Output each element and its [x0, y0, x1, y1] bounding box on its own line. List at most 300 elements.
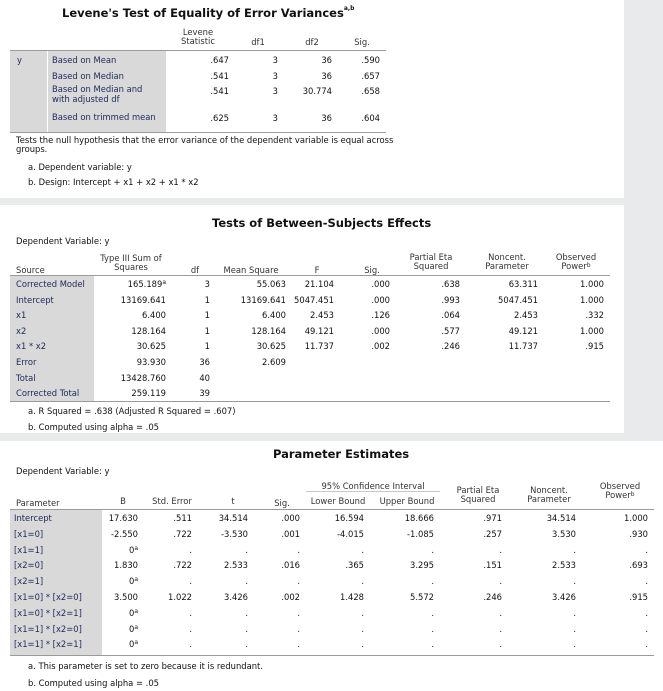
params-value: . [499, 607, 502, 618]
params-value: 18.666 [404, 513, 434, 523]
params-value: 16.594 [334, 513, 364, 523]
params-cell [450, 576, 502, 586]
tbse-source: Intercept [16, 294, 54, 305]
tbse-value: .126 [371, 310, 390, 321]
params-value: 1.428 [340, 592, 364, 602]
tbse-cell [352, 279, 390, 289]
params-value: 0 [128, 639, 135, 650]
levene-cell: 30.774 [302, 86, 332, 96]
params-cell [450, 592, 502, 602]
tbse-col-ss: Type III Sum of Squares [100, 253, 162, 272]
params-value: 3.500 [114, 592, 138, 602]
params-value: . [431, 639, 434, 650]
params-value: .000 [281, 513, 300, 523]
params-cell [262, 639, 300, 649]
tbse-value: 13169.641 [240, 294, 286, 305]
tbse-cell [96, 326, 166, 336]
params-value: . [245, 607, 248, 618]
tbse-cell [290, 326, 334, 336]
tbse-value: 55.063 [256, 279, 286, 289]
params-parameter: [x1=0] * [x2=0] [14, 592, 82, 602]
levene-col-sig: Sig. [354, 37, 370, 47]
tbse-col-nc: Noncent. Parameter [485, 252, 529, 271]
levene-dep-label: y [17, 55, 22, 65]
params-value: 3.295 [410, 560, 434, 571]
params-value: 0 [128, 576, 135, 587]
params-cell [262, 576, 300, 586]
levene-cell: 3 [272, 86, 278, 96]
params-cell [146, 608, 192, 618]
params-cell [146, 592, 192, 602]
tbse-value: 128.164 [131, 325, 166, 336]
tbse-cell [352, 341, 390, 351]
footnote-marker: a [134, 607, 138, 615]
params-cell [206, 560, 248, 570]
params-cell [592, 545, 648, 555]
params-value: . [645, 639, 648, 650]
tbse-cell [96, 279, 166, 289]
params-cell [146, 560, 192, 570]
tbse-cell [352, 326, 390, 336]
params-value: -2.550 [111, 528, 138, 539]
tbse-cell [352, 310, 390, 320]
levene-row-label: Based on Median [52, 71, 124, 81]
tbse-value: 93.930 [136, 357, 166, 367]
params-cell [262, 608, 300, 618]
params-footnote: a. This parameter is set to zero because it is redundant. [28, 661, 263, 671]
params-cell [592, 639, 648, 649]
params-parameter: [x2=1] [14, 576, 44, 587]
levene-row-label: Based on Mean [52, 55, 117, 65]
params-cell [374, 529, 434, 539]
levene-cell: 36 [321, 55, 332, 65]
tbse-value: 11.737 [304, 341, 334, 352]
tbse-value: 49.121 [304, 325, 334, 336]
tbse-cell [214, 310, 286, 320]
levene-cell: 3 [272, 113, 278, 123]
tbse-cell [476, 279, 538, 289]
levene-col-df1: df1 [251, 37, 265, 47]
tbse-cell [96, 295, 166, 305]
tbse-value: .638 [441, 279, 460, 289]
params-cell [306, 576, 364, 586]
tbse-value: 30.625 [256, 341, 286, 352]
params-value: . [645, 576, 648, 587]
params-col-power: Observed Power$^b$ [599, 481, 641, 500]
params-value: . [245, 639, 248, 650]
params-value: 17.630 [108, 513, 138, 523]
params-value: . [297, 576, 300, 587]
params-value: . [645, 544, 648, 555]
params-value: . [431, 623, 434, 634]
tbse-cell [180, 279, 210, 289]
levene-title: Levene's Test of Equality of Error Variances$^{a,b}$ [62, 5, 355, 20]
tbse-cell [96, 341, 166, 351]
tbse-cell [214, 279, 286, 289]
tbse-value: 1 [204, 325, 210, 336]
tbse-source: x1 * x2 [16, 341, 47, 352]
tbse-value: 3 [204, 279, 210, 289]
params-cell [518, 529, 576, 539]
params-value: 0 [128, 607, 135, 618]
footnote-marker: a [162, 279, 166, 286]
tbse-source: Error [16, 357, 37, 367]
params-cell [306, 639, 364, 649]
tbse-cell [402, 341, 460, 351]
params-value: . [431, 544, 434, 555]
tbse-source: Corrected Model [16, 279, 85, 289]
params-value: . [499, 623, 502, 634]
levene-cell: 3 [272, 55, 278, 65]
params-value: 1.022 [168, 592, 192, 602]
params-cell [518, 560, 576, 570]
tbse-cell [180, 373, 210, 383]
tbse-value: 1 [204, 310, 210, 321]
params-cell [104, 624, 138, 634]
tbse-col-eta: Partial Eta Squared [409, 252, 453, 271]
params-cell [306, 545, 364, 555]
tbse-cell [180, 295, 210, 305]
params-cell [104, 560, 138, 570]
params-value: . [573, 639, 576, 650]
params-cell [262, 560, 300, 570]
tbse-value: 13169.641 [120, 294, 166, 305]
tbse-col-ms: Mean Square [223, 265, 279, 275]
params-value: .915 [629, 592, 648, 602]
params-cell [374, 624, 434, 634]
params-value: . [189, 607, 192, 618]
tbse-footnote: a. R Squared = .638 (Adjusted R Squared = .607) [28, 406, 236, 416]
params-value: . [361, 607, 364, 618]
tbse-footnote: b. Computed using alpha = .05 [28, 422, 159, 432]
tbse-source: Total [16, 372, 36, 383]
levene-panel [0, 0, 624, 198]
params-value: 34.514 [546, 513, 576, 523]
params-value: . [573, 607, 576, 618]
params-cell [104, 513, 138, 523]
panel-gap [0, 198, 663, 205]
params-parameter: [x1=0] * [x2=1] [14, 607, 82, 618]
params-cell [262, 624, 300, 634]
params-cell [206, 592, 248, 602]
params-value: . [297, 623, 300, 634]
params-cell [206, 624, 248, 634]
footnote-marker: a [134, 623, 138, 631]
params-value: 3.530 [552, 528, 576, 539]
tbse-value: .002 [371, 341, 390, 352]
tbse-cell [96, 373, 166, 383]
params-value: . [297, 607, 300, 618]
levene-col-df2: df2 [305, 37, 319, 47]
params-value: . [189, 544, 192, 555]
params-cell [206, 545, 248, 555]
tbse-value: 49.121 [508, 325, 538, 336]
tbse-source: Corrected Total [16, 388, 80, 399]
params-cell [262, 513, 300, 523]
params-value: .511 [173, 513, 192, 523]
params-value: . [297, 639, 300, 650]
tbse-source: x2 [16, 325, 27, 336]
tbse-value: 1.000 [580, 279, 604, 289]
params-value: . [189, 623, 192, 634]
params-value: . [573, 623, 576, 634]
params-col-b: B [120, 496, 126, 506]
tbse-title: Tests of Between-Subjects Effects [212, 216, 432, 230]
params-cell [146, 639, 192, 649]
params-cell [374, 608, 434, 618]
params-value: .930 [629, 528, 648, 539]
footnote-marker: a [134, 639, 138, 647]
params-value: . [361, 544, 364, 555]
tbse-cell [290, 341, 334, 351]
tbse-value: 63.311 [508, 279, 538, 289]
params-cell [306, 608, 364, 618]
params-cell [306, 592, 364, 602]
params-value: . [431, 576, 434, 587]
tbse-source: x1 [16, 310, 27, 321]
params-cell [374, 560, 434, 570]
params-col-parameter: Parameter [16, 498, 60, 508]
levene-row-label: Based on Median and with adjusted df [52, 84, 143, 104]
tbse-cell [290, 295, 334, 305]
params-cell [104, 639, 138, 649]
params-cell [592, 513, 648, 523]
tbse-value: .064 [441, 310, 460, 321]
params-cell [450, 560, 502, 570]
tbse-value: .993 [441, 294, 460, 305]
params-value: . [361, 623, 364, 634]
params-value: . [297, 544, 300, 555]
params-cell [104, 608, 138, 618]
tbse-value: 39 [199, 388, 210, 399]
tbse-cell [476, 310, 538, 320]
params-value: .001 [281, 528, 300, 539]
tbse-cell [352, 295, 390, 305]
levene-cell: .604 [361, 113, 380, 123]
params-value: . [245, 544, 248, 555]
tbse-value: 13428.760 [120, 372, 166, 383]
params-panel [0, 441, 663, 691]
tbse-cell [180, 326, 210, 336]
params-cell [592, 560, 648, 570]
params-value: . [431, 607, 434, 618]
tbse-value: 36 [199, 357, 210, 367]
params-value: -1.085 [407, 528, 434, 539]
tbse-col-f: F [314, 265, 320, 275]
tbse-value: 128.164 [251, 325, 286, 336]
tbse-value: 2.453 [310, 310, 334, 321]
tbse-cell [180, 357, 210, 367]
params-value: . [645, 607, 648, 618]
params-ci-header: 95% Confidence Interval [321, 481, 425, 491]
params-cell [104, 545, 138, 555]
levene-cell: .541 [210, 71, 229, 81]
params-parameter: [x1=1] [14, 544, 44, 555]
tbse-col-df: df [190, 265, 200, 275]
params-value: 0 [128, 623, 135, 634]
tbse-cell [552, 326, 604, 336]
params-cell [450, 624, 502, 634]
params-value: . [361, 639, 364, 650]
params-parameter: [x2=0] [14, 560, 44, 571]
levene-cell: .625 [210, 113, 229, 123]
tbse-cell [552, 279, 604, 289]
params-cell [450, 513, 502, 523]
levene-cell: 36 [321, 113, 332, 123]
levene-cell: 36 [321, 71, 332, 81]
params-value: . [245, 576, 248, 587]
levene-cell: .541 [210, 86, 229, 96]
params-cell [262, 529, 300, 539]
params-value: . [499, 639, 502, 650]
footnote-marker: a [134, 544, 138, 552]
params-parameter: Intercept [14, 513, 52, 523]
params-cell [518, 592, 576, 602]
params-value: . [499, 576, 502, 587]
tbse-cell [214, 341, 286, 351]
params-cell [374, 513, 434, 523]
params-col-upper: Upper Bound [379, 496, 435, 506]
tbse-value: .915 [585, 341, 604, 352]
params-value: 2.533 [552, 560, 576, 571]
params-col-t: t [231, 496, 235, 506]
params-cell [146, 513, 192, 523]
params-col-sig: Sig. [274, 498, 290, 508]
tbse-cell [180, 388, 210, 398]
tbse-cell [476, 341, 538, 351]
params-cell [306, 624, 364, 634]
params-value: .722 [173, 560, 192, 571]
params-cell [104, 576, 138, 586]
params-parameter: [x1=0] [14, 528, 44, 539]
params-value: -3.530 [221, 528, 248, 539]
levene-cell: .657 [361, 71, 380, 81]
params-value: . [361, 576, 364, 587]
levene-note: Tests the null hypothesis that the error variance of the dependent variable is equal across groups. [16, 135, 394, 154]
tbse-value: 21.104 [304, 279, 334, 289]
params-cell [518, 513, 576, 523]
params-value: .246 [483, 592, 502, 602]
tbse-value: 1 [204, 341, 210, 352]
params-cell [146, 624, 192, 634]
params-cell [104, 592, 138, 602]
tbse-cell [402, 326, 460, 336]
params-cell [518, 545, 576, 555]
params-value: 1.830 [114, 560, 138, 571]
params-cell [262, 545, 300, 555]
params-value: .722 [173, 528, 192, 539]
tbse-cell [96, 388, 166, 398]
panel-gap [0, 433, 663, 441]
tbse-cell [402, 310, 460, 320]
tbse-cell [180, 341, 210, 351]
params-title: Parameter Estimates [273, 447, 410, 461]
tbse-col-power: Observed Power$^b$ [555, 252, 597, 271]
params-value: -4.015 [337, 528, 364, 539]
params-value: 0 [128, 544, 135, 555]
params-value: 5.572 [410, 592, 434, 602]
params-cell [306, 560, 364, 570]
levene-footnote: a. Dependent variable: y [28, 162, 132, 172]
levene-footnote: b. Design: Intercept + x1 + x2 + x1 * x2 [28, 177, 199, 187]
params-cell [374, 545, 434, 555]
params-col-eta: Partial Eta Squared [456, 485, 500, 504]
tbse-value: 2.453 [514, 310, 538, 321]
tbse-value: 30.625 [136, 341, 166, 352]
tbse-cell [552, 341, 604, 351]
tbse-col-sig: Sig. [364, 265, 380, 275]
tbse-value: 5047.451 [498, 294, 538, 305]
levene-cell: 3 [272, 71, 278, 81]
params-value: 34.514 [218, 513, 248, 523]
tbse-cell [180, 310, 210, 320]
tbse-value: 1.000 [580, 294, 604, 305]
params-cell [374, 576, 434, 586]
tbse-value: 1 [204, 294, 210, 305]
params-cell [306, 529, 364, 539]
params-value: .002 [281, 592, 300, 602]
params-cell [592, 576, 648, 586]
params-parameter: [x1=1] * [x2=1] [14, 639, 82, 650]
tbse-col-source: Source [16, 265, 45, 275]
tbse-value: 2.609 [262, 357, 286, 367]
tbse-value: 5047.451 [294, 294, 334, 305]
tbse-value: .000 [371, 279, 390, 289]
tbse-cell [476, 295, 538, 305]
tbse-value: 6.400 [262, 310, 286, 321]
levene-col-stat: Levene Statistic [181, 27, 215, 46]
params-value: .693 [629, 560, 648, 571]
tbse-cell [290, 279, 334, 289]
right-gutter [624, 0, 663, 433]
params-value: . [245, 623, 248, 634]
params-cell [592, 624, 648, 634]
levene-row-label: Based on trimmed mean [52, 112, 156, 122]
tbse-cell [402, 295, 460, 305]
tbse-panel [0, 205, 624, 433]
footnote-marker: a [134, 576, 138, 584]
params-cell [518, 639, 576, 649]
params-value: .365 [345, 560, 364, 571]
tbse-cell [214, 326, 286, 336]
params-cell [206, 639, 248, 649]
params-cell [374, 639, 434, 649]
tbse-value: 11.737 [508, 341, 538, 352]
params-cell [104, 529, 138, 539]
params-cell [592, 592, 648, 602]
params-cell [374, 592, 434, 602]
params-value: .016 [281, 560, 300, 571]
params-cell [206, 529, 248, 539]
tbse-value: .332 [585, 310, 604, 321]
params-value: . [645, 623, 648, 634]
params-cell [146, 576, 192, 586]
tbse-value: 40 [199, 372, 210, 383]
params-value: . [189, 576, 192, 587]
params-cell [262, 592, 300, 602]
params-cell [206, 513, 248, 523]
params-cell [518, 624, 576, 634]
params-footnote: b. Computed using alpha = .05 [28, 678, 159, 688]
tbse-cell [552, 310, 604, 320]
tbse-cell [214, 357, 286, 367]
params-value: .151 [483, 560, 502, 571]
params-value: 2.533 [224, 560, 248, 571]
params-cell [306, 513, 364, 523]
tbse-cell [552, 295, 604, 305]
params-cell [146, 529, 192, 539]
tbse-cell [476, 326, 538, 336]
